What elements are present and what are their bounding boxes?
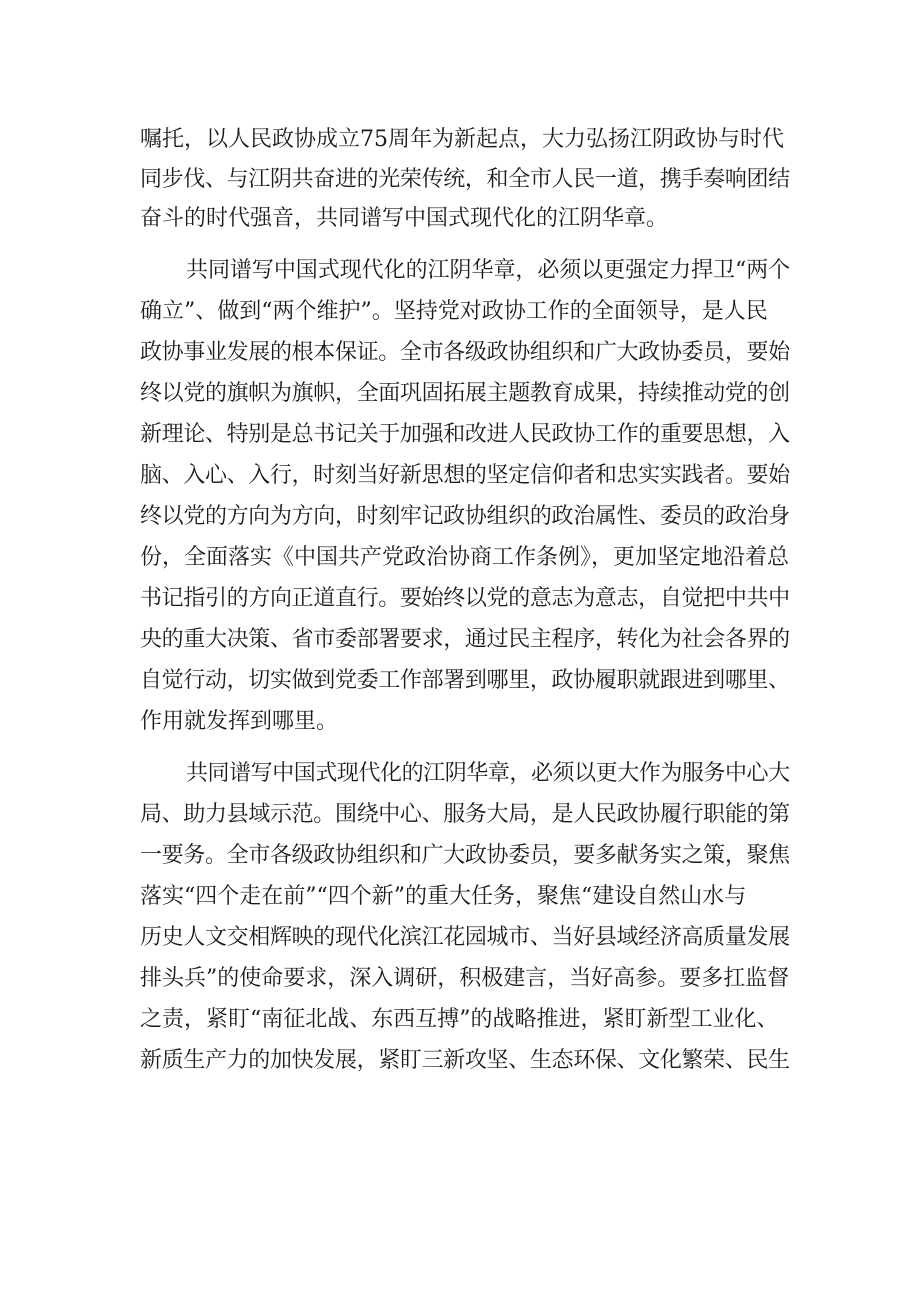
paragraph-first-line: 共同谱写中国式现代化的江阴华章，必须以更大作为服务中心大 <box>186 761 790 786</box>
text-line: 嘱托，以人民政协成立75周年为新起点，大力弘扬江阴政协与时代 <box>140 127 784 152</box>
text-line: 终以党的旗帜为旗帜，全面巩固拓展主题教育成果，持续推动党的创 <box>140 381 790 406</box>
text-line: 份，全面落实《中国共产党政治协商工作条例》，更加坚定地沿着总 <box>140 545 790 570</box>
text-line: 确立”、做到“两个维护”。坚持党对政协工作的全面领导，是人民 <box>140 299 768 324</box>
text-line: 作用就发挥到哪里。 <box>140 709 339 734</box>
text-line: 新质生产力的加快发展，紧盯三新攻坚、生态环保、文化繁荣、民生 <box>140 1048 790 1073</box>
text-line: 新理论、特别是总书记关于加强和改进人民政协工作的重要思想，入 <box>140 422 790 447</box>
text-line: 脑、入心、入行，时刻当好新思想的坚定信仰者和忠实实践者。要始 <box>140 463 790 488</box>
text-line: 一要务。全市各级政协组织和广大政协委员，要多献务实之策，聚焦 <box>140 843 790 868</box>
paragraph-first-line: 共同谱写中国式现代化的江阴华章，必须以更强定力捍卫“两个 <box>186 258 791 283</box>
text-line: 央的重大决策、省市委部署要求，通过民主程序，转化为社会各界的 <box>140 627 790 652</box>
text-line: 之责，紧盯“南征北战、东西互搏”的战略推进，紧盯新型工业化、 <box>140 1007 779 1032</box>
text-line: 终以党的方向为方向，时刻牢记政协组织的政治属性、委员的政治身 <box>140 504 790 529</box>
text-line: 政协事业发展的根本保证。全市各级政协组织和广大政协委员，要始 <box>140 340 790 365</box>
text-line: 同步伐、与江阴共奋进的光荣传统，和全市人民一道，携手奏响团结 <box>140 167 790 192</box>
text-line: 历史人文交相辉映的现代化滨江花园城市、当好县域经济高质量发展 <box>140 925 790 950</box>
text-line: 书记指引的方向正道直行。要始终以党的意志为意志，自觉把中共中 <box>140 586 790 611</box>
text-line: 奋斗的时代强音，共同谱写中国式现代化的江阴华章。 <box>140 206 669 231</box>
text-line: 局、助力县域示范。围绕中心、服务大局，是人民政协履行职能的第 <box>140 802 790 827</box>
text-line: 自觉行动，切实做到党委工作部署到哪里，政协履职就跟进到哪里、 <box>140 668 790 693</box>
text-line: 排头兵”的使命要求，深入调研，积极建言，当好高参。要多扛监督 <box>140 966 790 991</box>
text-line: 落实“四个走在前”“四个新”的重大任务，聚焦“建设自然山水与 <box>140 884 747 909</box>
